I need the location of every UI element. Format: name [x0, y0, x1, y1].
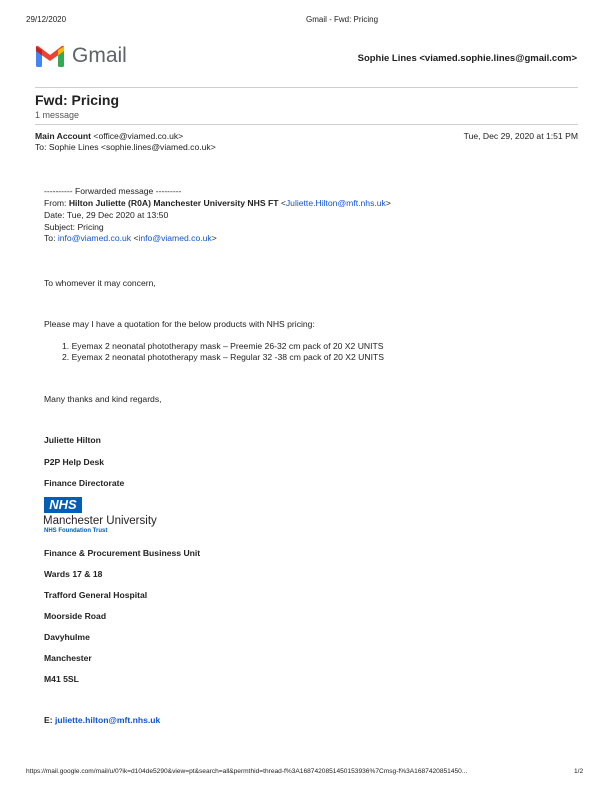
from-email-link[interactable]: Juliette.Hilton@mft.nhs.uk — [285, 198, 386, 208]
forwarded-subject: Subject: Pricing — [44, 222, 104, 232]
forwarded-date: Date: Tue, 29 Dec 2020 at 13:50 — [44, 210, 169, 220]
signature-dept: Finance Directorate — [44, 478, 125, 488]
forwarded-divider: ---------- Forwarded message --------- — [44, 186, 182, 196]
from-label: From: — [44, 198, 67, 208]
gmail-wordmark: Gmail — [72, 44, 127, 67]
nhs-logo-org: Manchester University — [43, 515, 157, 527]
address-line: Davyhulme — [44, 632, 90, 642]
address-line: Finance & Procurement Business Unit — [44, 548, 201, 558]
account-label: Sophie Lines <viamed.sophie.lines@gmail.com> — [357, 53, 577, 64]
to-email-link[interactable]: info@viamed.co.uk — [57, 233, 132, 243]
closing: Many thanks and kind regards, — [44, 394, 162, 404]
print-url: https://mail.google.com/mail/u/0?ik=d104de5290&view=pt&search=all&permthid=thread-f%3A1687420851450153936%7Cmsg-f%3A1687420851450... — [26, 768, 468, 775]
address-line: Moorside Road — [44, 611, 107, 621]
print-title: Gmail - Fwd: Pricing — [306, 15, 379, 24]
gmail-logo[interactable] — [35, 44, 65, 73]
greeting: To whomever it may concern, — [44, 278, 156, 288]
to-label: To: — [44, 233, 56, 243]
message-timestamp: Tue, Dec 29, 2020 at 1:51 PM — [463, 131, 578, 141]
list-item: 2. Eyemax 2 neonatal phototherapy mask – Regular 32 -38 cm pack of 20 X2 UNITS — [62, 352, 384, 362]
address-line: Trafford General Hospital — [44, 590, 148, 600]
forwarded-to: To: info@viamed.co.uk <info@viamed.co.uk> — [44, 233, 217, 243]
signature-email-link[interactable]: juliette.hilton@mft.nhs.uk — [54, 715, 161, 725]
signature-name: Juliette Hilton — [44, 435, 101, 445]
gmail-m-icon — [35, 44, 65, 68]
address-line: Manchester — [44, 653, 92, 663]
to-email-link-2[interactable]: info@viamed.co.uk — [138, 233, 212, 243]
message-recipient: To: Sophie Lines <sophie.lines@viamed.co.uk> — [35, 142, 216, 152]
signature-role: P2P Help Desk — [44, 457, 105, 467]
email-label: E: — [44, 715, 53, 725]
request-text: Please may I have a quotation for the below products with NHS pricing: — [44, 319, 315, 329]
sender-email: <office@viamed.co.uk> — [93, 131, 184, 141]
from-name: Hilton Juliette (R0A) Manchester University NHS FT — [68, 198, 279, 208]
list-item: 1. Eyemax 2 neonatal phototherapy mask – Preemie 26-32 cm pack of 20 X2 UNITS — [62, 341, 384, 351]
nhs-logo-trust: NHS Foundation Trust — [44, 528, 108, 534]
message-sender — [35, 131, 183, 141]
page-number: 1/2 — [574, 768, 584, 775]
address-line: M41 5SL — [44, 674, 79, 684]
print-date: 29/12/2020 — [26, 15, 67, 24]
nhs-logo-badge: NHS — [44, 497, 82, 513]
signature-email — [44, 715, 160, 725]
thread-subject: Fwd: Pricing — [35, 92, 119, 108]
address-line: Wards 17 & 18 — [44, 569, 103, 579]
message-count: 1 message — [35, 110, 80, 120]
subject-divider — [35, 124, 578, 125]
forwarded-from: From: Hilton Juliette (R0A) Manchester University NHS FT <Juliette.Hilton@mft.nhs.uk> — [44, 198, 391, 208]
header-divider — [35, 87, 578, 88]
sender-name: Main Account — [35, 131, 92, 141]
